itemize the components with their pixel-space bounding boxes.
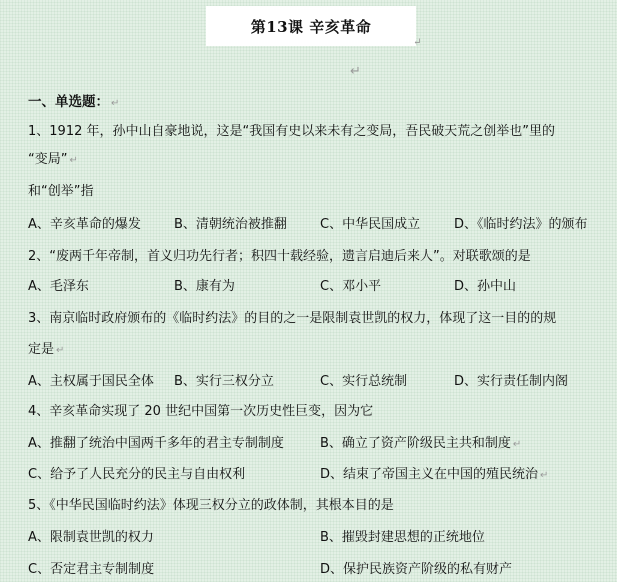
question-4-option-d[interactable]: D、结束了帝国主义在中国的殖民统治 ↵ (320, 467, 549, 482)
question-3-option-d[interactable]: D、实行责任制内阁 (454, 374, 569, 389)
question-4-option-b[interactable]: B、确立了资产阶级民主共和制度 ↵ (320, 436, 522, 451)
question-1-line-1: 1、1912 年，孙中山自豪地说，这是“我国有史以来未有之变局，吾民破天荒之创举也”里的 (28, 124, 555, 139)
question-5-option-b[interactable]: B、摧毁封建思想的正统地位 (320, 530, 485, 545)
question-2-option-a[interactable]: A、毛泽东 (28, 279, 89, 294)
pilcrow-mark: ↵ (350, 64, 361, 79)
pilcrow-mark: ↵ (413, 37, 422, 48)
page-title: 第13课 辛亥革命 (250, 17, 372, 36)
question-5-option-c[interactable]: C、否定君主专制制度 (28, 562, 155, 577)
question-3-option-b[interactable]: B、实行三权分立 (174, 374, 274, 389)
question-5-line-1: 5、《中华民国临时约法》体现三权分立的政体制，其根本目的是 (28, 498, 394, 513)
question-2-option-b[interactable]: B、康有为 (174, 279, 235, 294)
question-1-option-c[interactable]: C、中华民国成立 (320, 217, 421, 232)
question-4-option-c[interactable]: C、给予了人民充分的民主与自由权利 (28, 467, 246, 482)
question-2-line-1: 2、“废两千年帝制，首义归功先行者；积四十载经验，遗言启迪后来人”。对联歌颂的是 (28, 249, 531, 264)
question-4-option-a[interactable]: A、推翻了统治中国两千多年的君主专制制度 (28, 436, 284, 451)
question-1-option-b[interactable]: B、清朝统治被推翻 (174, 217, 287, 232)
section-heading: 一、单选题： ↵ (28, 94, 120, 110)
question-1-line-3: 和“创举”指 (28, 184, 94, 199)
question-5-option-a[interactable]: A、限制袁世凯的权力 (28, 530, 154, 545)
question-2-option-c[interactable]: C、邓小平 (320, 279, 382, 294)
question-3-option-c[interactable]: C、实行总统制 (320, 374, 408, 389)
question-1-line-2: “变局” ↵ (28, 152, 78, 167)
question-3-option-a[interactable]: A、主权属于国民全体 (28, 374, 154, 389)
question-1-option-d[interactable]: D、《临时约法》的颁布 (454, 217, 588, 232)
question-3-line-1: 3、南京临时政府颁布的《临时约法》的目的之一是限制袁世凯的权力，体现了这一目的的规 (28, 311, 557, 326)
question-4-line-1: 4、辛亥革命实现了 20 世纪中国第一次历史性巨变，因为它 (28, 404, 374, 419)
question-1-option-a[interactable]: A、辛亥革命的爆发 (28, 217, 141, 232)
question-5-option-d[interactable]: D、保护民族资产阶级的私有财产 (320, 562, 513, 577)
question-2-option-d[interactable]: D、孙中山 (454, 279, 517, 294)
page-title-box (206, 6, 422, 48)
question-3-line-2: 定是 ↵ (28, 342, 65, 357)
